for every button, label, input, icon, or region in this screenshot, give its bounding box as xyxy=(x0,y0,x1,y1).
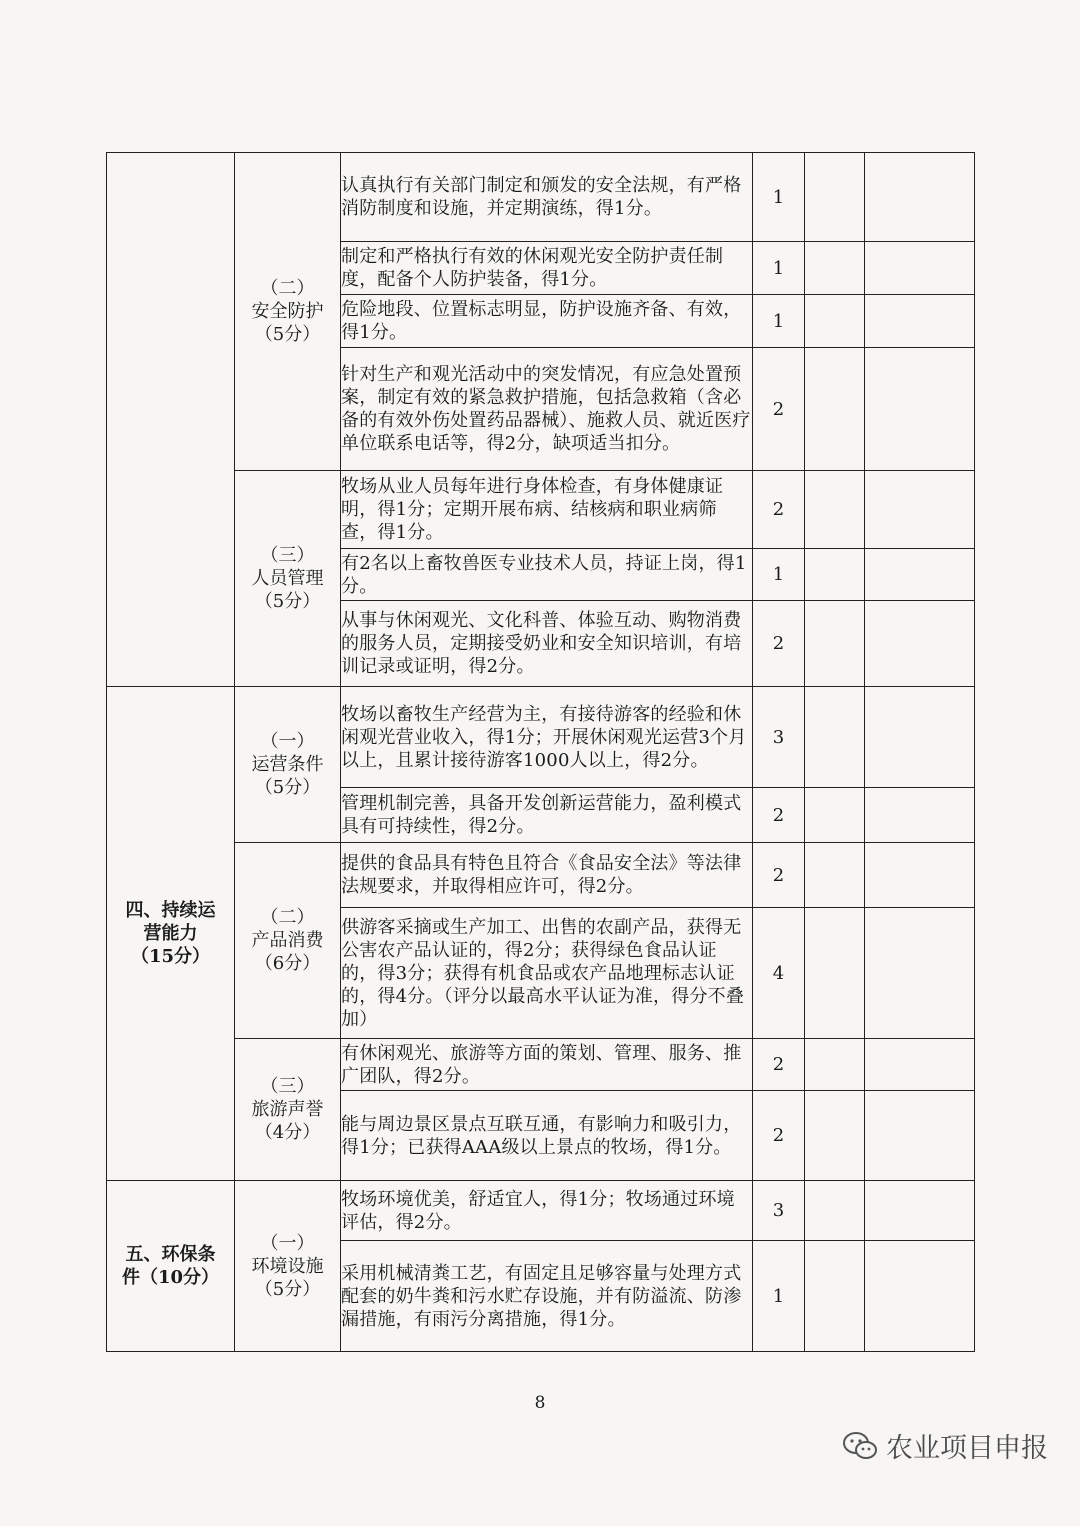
points-cell: 1 xyxy=(753,153,805,242)
category-environment xyxy=(107,1181,235,1352)
remark-cell xyxy=(865,843,975,908)
subsection-score: （5分） xyxy=(254,777,321,798)
category-cell-continued xyxy=(107,153,235,687)
remark-cell xyxy=(865,788,975,843)
subsection-name: 安全防护 xyxy=(251,301,324,322)
category-line: 营能力 xyxy=(143,923,198,944)
subsection-number: （三） xyxy=(260,545,315,566)
page-number: 8 xyxy=(534,1393,546,1413)
wechat-icon xyxy=(842,1431,878,1461)
table-row xyxy=(107,153,975,242)
points-cell: 2 xyxy=(753,788,805,843)
score-cell xyxy=(805,1181,865,1241)
category-line: 五、环保条 xyxy=(125,1244,216,1265)
subsection-personnel xyxy=(235,471,341,687)
subsection-number: （三） xyxy=(260,1076,315,1097)
subsection-name: 运营条件 xyxy=(251,754,324,775)
score-cell xyxy=(805,348,865,471)
points-cell: 2 xyxy=(753,843,805,908)
subsection-score: （5分） xyxy=(254,324,321,345)
criterion-cell: 认真执行有关部门制定和颁发的安全法规，有严格消防制度和设施，并定期演练，得1分。 xyxy=(341,153,753,242)
criterion-cell: 有2名以上畜牧兽医专业技术人员，持证上岗，得1分。 xyxy=(341,549,753,601)
score-cell xyxy=(805,1091,865,1181)
points-cell: 2 xyxy=(753,1039,805,1091)
subsection-name: 产品消费 xyxy=(251,930,324,951)
subsection-name: 人员管理 xyxy=(251,568,324,589)
remark-cell xyxy=(865,908,975,1039)
table-row xyxy=(107,843,975,908)
score-cell xyxy=(805,153,865,242)
points-cell: 1 xyxy=(753,295,805,348)
points-cell: 1 xyxy=(753,1241,805,1352)
remark-cell xyxy=(865,1181,975,1241)
subsection-score: （5分） xyxy=(254,1278,321,1300)
points-cell: 4 xyxy=(753,908,805,1039)
table-row xyxy=(107,687,975,788)
table-row xyxy=(107,1039,975,1091)
subsection-score: （5分） xyxy=(254,591,321,612)
points-cell: 3 xyxy=(753,1181,805,1241)
subsection-number: （二） xyxy=(260,907,315,928)
subsection-safety xyxy=(235,153,341,471)
subsection-tourism-reputation xyxy=(235,1039,341,1181)
score-cell xyxy=(805,1241,865,1352)
subsection-score: （4分） xyxy=(254,1122,321,1143)
score-cell xyxy=(805,687,865,788)
score-cell xyxy=(805,471,865,549)
score-cell xyxy=(805,549,865,601)
criterion-cell: 提供的食品具有特色且符合《食品安全法》等法律法规要求，并取得相应许可，得2分。 xyxy=(341,843,753,908)
watermark-text: 农业项目申报 xyxy=(886,1433,1048,1464)
points-cell: 2 xyxy=(753,348,805,471)
criterion-cell: 制定和严格执行有效的休闲观光安全防护责任制度，配备个人防护装备，得1分。 xyxy=(341,242,753,295)
criterion-cell: 针对生产和观光活动中的突发情况，有应急处置预案，制定有效的紧急救护措施，包括急救箱（含必备的有效外伤处置药品器械）、施救人员、就近医疗单位联系电话等，得2分，缺项适当扣分。 xyxy=(341,348,753,471)
remark-cell xyxy=(865,1039,975,1091)
subsection-name: 旅游声誉 xyxy=(251,1099,324,1120)
category-line: （15分） xyxy=(130,946,211,967)
subsection-number: （一） xyxy=(260,731,315,752)
remark-cell xyxy=(865,601,975,687)
criterion-cell: 牧场环境优美，舒适宜人，得1分；牧场通过环境评估，得2分。 xyxy=(341,1181,753,1241)
points-cell: 2 xyxy=(753,471,805,549)
criterion-cell: 从事与休闲观光、文化科普、体验互动、购物消费的服务人员，定期接受奶业和安全知识培训，有培训记录或证明，得2分。 xyxy=(341,601,753,687)
remark-cell xyxy=(865,1241,975,1352)
subsection-score: （6分） xyxy=(254,953,321,974)
score-cell xyxy=(805,908,865,1039)
remark-cell xyxy=(865,549,975,601)
remark-cell xyxy=(865,295,975,348)
points-cell: 2 xyxy=(753,601,805,687)
score-cell xyxy=(805,601,865,687)
remark-cell xyxy=(865,153,975,242)
category-line: 四、持续运 xyxy=(125,900,216,921)
table-row xyxy=(107,471,975,549)
criterion-cell: 有休闲观光、旅游等方面的策划、管理、服务、推广团队，得2分。 xyxy=(341,1039,753,1091)
category-operations xyxy=(107,687,235,1181)
criterion-cell: 牧场从业人员每年进行身体检查，有身体健康证明，得1分；定期开展布病、结核病和职业病筛查，得1分。 xyxy=(341,471,753,549)
criterion-cell: 牧场以畜牧生产经营为主，有接待游客的经验和休闲观光营业收入，得1分；开展休闲观光运营3个月以上，且累计接待游客1000人以上，得2分。 xyxy=(341,687,753,788)
remark-cell xyxy=(865,242,975,295)
remark-cell xyxy=(865,471,975,549)
table-row xyxy=(107,1181,975,1241)
criterion-cell: 管理机制完善，具备开发创新运营能力，盈利模式具有可持续性，得2分。 xyxy=(341,788,753,843)
criterion-cell: 供游客采摘或生产加工、出售的农副产品，获得无公害农产品认证的，得2分；获得绿色食品认证的，得3分；获得有机食品或农产品地理标志认证的，得4分。（评分以最高水平认证为准，得分不叠加） xyxy=(341,908,753,1039)
score-cell xyxy=(805,1039,865,1091)
points-cell: 2 xyxy=(753,1091,805,1181)
points-cell: 3 xyxy=(753,687,805,788)
scoring-table xyxy=(106,152,975,1352)
watermark xyxy=(842,1426,1048,1465)
criterion-cell: 危险地段、位置标志明显，防护设施齐备、有效，得1分。 xyxy=(341,295,753,348)
subsection-number: （二） xyxy=(260,278,315,299)
criterion-cell: 采用机械清粪工艺，有固定且足够容量与处理方式配套的奶牛粪和污水贮存设施，并有防溢流、防渗漏措施，有雨污分离措施，得1分。 xyxy=(341,1241,753,1352)
remark-cell xyxy=(865,687,975,788)
subsection-name: 环境设施 xyxy=(251,1255,324,1277)
subsection-operating-conditions xyxy=(235,687,341,843)
points-cell: 1 xyxy=(753,242,805,295)
criterion-cell: 能与周边景区景点互联互通，有影响力和吸引力，得1分；已获得AAA级以上景点的牧场，得1分。 xyxy=(341,1091,753,1181)
subsection-product-consumption xyxy=(235,843,341,1039)
remark-cell xyxy=(865,348,975,471)
score-cell xyxy=(805,843,865,908)
subsection-environmental-facilities xyxy=(235,1181,341,1352)
score-cell xyxy=(805,788,865,843)
score-cell xyxy=(805,242,865,295)
points-cell: 1 xyxy=(753,549,805,601)
subsection-number: （一） xyxy=(260,1232,315,1254)
category-line: 件（10分） xyxy=(121,1267,220,1288)
score-cell xyxy=(805,295,865,348)
remark-cell xyxy=(865,1091,975,1181)
